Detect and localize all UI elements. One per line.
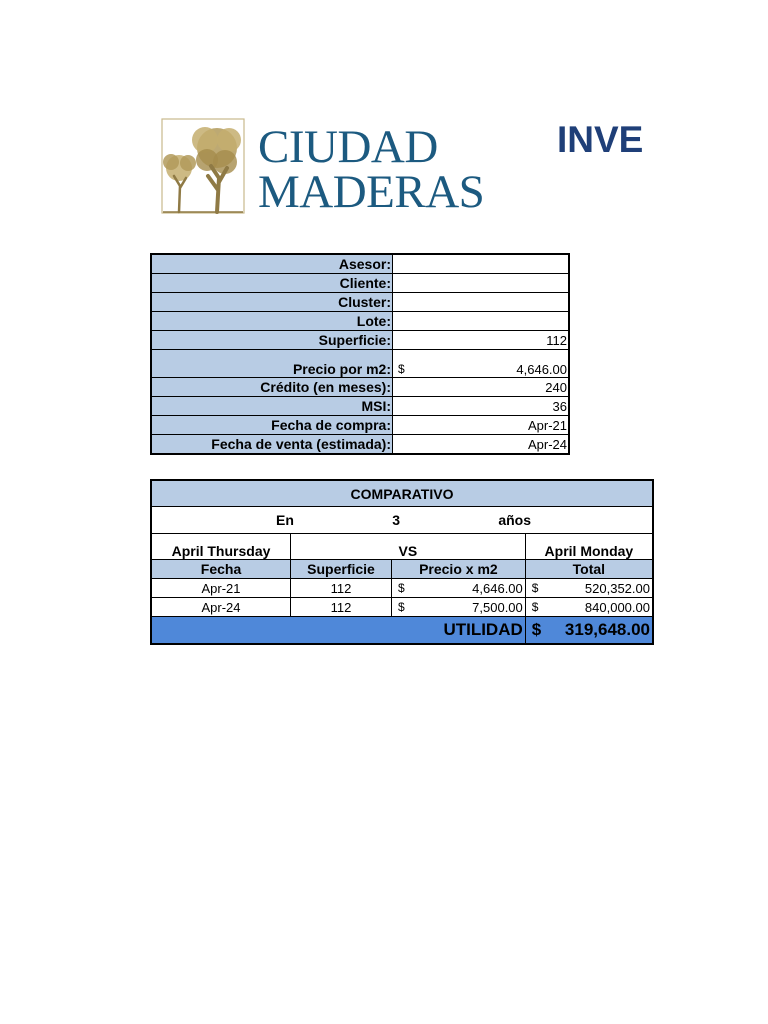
row-superficie: 112 <box>291 579 392 598</box>
utilidad-label: UTILIDAD <box>151 617 525 645</box>
brand-line-2: MADERAS <box>258 166 485 218</box>
row-precio: 4,646.00 <box>472 580 523 596</box>
anos-label: años <box>498 512 531 528</box>
client-info-table <box>150 253 570 455</box>
col-header-superficie: Superficie <box>291 560 392 579</box>
comparison-title: COMPARATIVO <box>151 480 653 507</box>
info-value-cell[interactable] <box>393 312 570 331</box>
row-fecha: Apr-21 <box>151 579 291 598</box>
info-row <box>151 397 569 416</box>
date-left: April Thursday <box>151 534 291 560</box>
info-label: Fecha de compra: <box>151 416 393 435</box>
info-row <box>151 254 569 274</box>
currency-symbol: $ <box>531 620 542 639</box>
info-row <box>151 293 569 312</box>
years-row <box>151 507 653 534</box>
row-fecha: Apr-24 <box>151 598 291 617</box>
date-right: April Monday <box>525 534 653 560</box>
info-label: Precio por m2: <box>151 350 393 378</box>
col-header-precio: Precio x m2 <box>392 560 526 579</box>
info-value-cell[interactable] <box>393 293 570 312</box>
info-row <box>151 350 569 378</box>
row-total: 520,352.00 <box>584 580 650 596</box>
info-row <box>151 378 569 397</box>
dates-row <box>151 534 653 560</box>
info-row <box>151 312 569 331</box>
row-precio: 7,500.00 <box>472 599 523 615</box>
table-row <box>151 598 653 617</box>
currency-symbol: $ <box>398 362 405 376</box>
currency-symbol: $ <box>531 599 539 614</box>
info-value-cell[interactable] <box>393 350 570 378</box>
tree-logo-icon <box>161 118 245 214</box>
info-label: Fecha de venta (estimada): <box>151 435 393 455</box>
vs-label: VS <box>291 534 526 560</box>
info-value-cell[interactable] <box>393 254 570 274</box>
info-label: Superficie: <box>151 331 393 350</box>
row-superficie: 112 <box>291 598 392 617</box>
en-label: En <box>276 512 294 528</box>
info-row <box>151 274 569 293</box>
row-total: 840,000.00 <box>584 599 650 615</box>
info-value-cell[interactable]: 36 <box>393 397 570 416</box>
col-header-total: Total <box>525 560 653 579</box>
info-value-cell[interactable] <box>393 274 570 293</box>
currency-symbol: $ <box>531 580 539 595</box>
info-row <box>151 331 569 350</box>
info-label: Cluster: <box>151 293 393 312</box>
info-row <box>151 416 569 435</box>
comparison-title-row <box>151 480 653 507</box>
info-value-cell[interactable]: 112 <box>393 331 570 350</box>
col-header-fecha: Fecha <box>151 560 291 579</box>
comparison-table <box>150 479 654 645</box>
info-label: Asesor: <box>151 254 393 274</box>
currency-symbol: $ <box>398 580 405 595</box>
brand-line-1: CIUDAD <box>258 121 438 173</box>
info-value-cell[interactable]: Apr-21 <box>393 416 570 435</box>
info-label: MSI: <box>151 397 393 416</box>
currency-symbol: $ <box>398 599 405 614</box>
utilidad-value: 319,648.00 <box>564 620 650 639</box>
ciudad-maderas-logo <box>161 118 485 218</box>
brand-name <box>258 121 485 218</box>
info-label: Cliente: <box>151 274 393 293</box>
comparison-header-row <box>151 560 653 579</box>
page-heading: INVE <box>557 119 644 160</box>
info-value-cell[interactable]: Apr-24 <box>393 435 570 455</box>
years-value: 3 <box>392 512 400 528</box>
table-row <box>151 579 653 598</box>
info-label: Crédito (en meses): <box>151 378 393 397</box>
info-value-cell[interactable]: 240 <box>393 378 570 397</box>
info-row <box>151 435 569 455</box>
utilidad-row <box>151 617 653 645</box>
info-value: 4,646.00 <box>516 362 567 377</box>
info-label: Lote: <box>151 312 393 331</box>
